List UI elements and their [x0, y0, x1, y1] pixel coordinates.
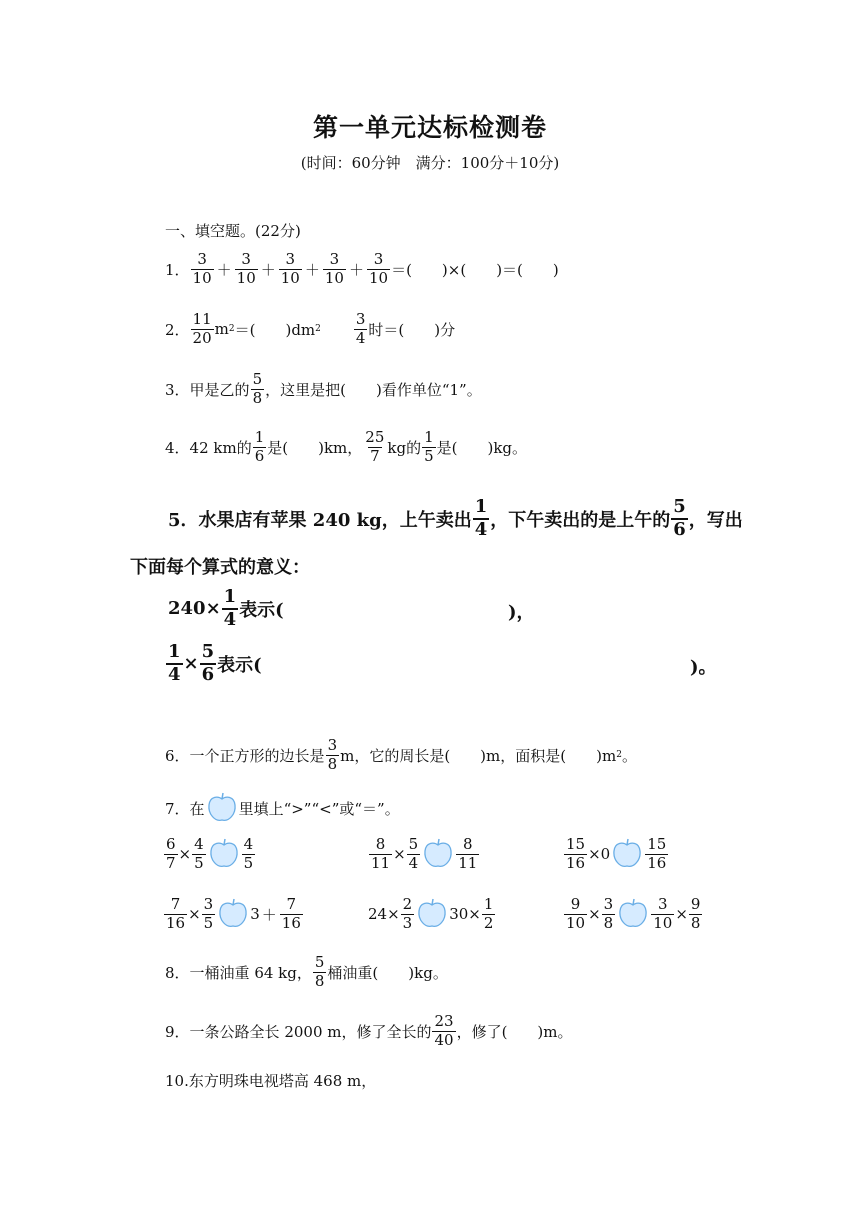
compare-r1c3: $\frac{15}{16}$ ×0 $\frac{15}{16}$ — [566, 835, 667, 872]
compare-r2c2: 24× $\frac{2}{3}$ 30× $\frac{1}{2}$ — [368, 895, 494, 932]
question-5-expr-1-close: )， — [508, 602, 535, 623]
question-5-cont: 下面每个算式的意义： — [130, 557, 310, 578]
question-1: 1． $\frac{3}{10}$ ＋ $\frac{3}{10}$ ＋ $\frac{3}{10}$ ＋ $\frac{3}{10}$ ＋ $\frac{3}{10}$ ＝( )×( )＝( ) — [165, 250, 559, 287]
compare-r2c1: $\frac{7}{16}$ × $\frac{3}{5}$ 3 ＋ $\frac{7}{16}$ — [166, 895, 301, 932]
apple-icon[interactable] — [618, 898, 648, 930]
page-title: 第一单元达标检测卷 — [312, 113, 547, 142]
apple-icon[interactable] — [417, 898, 447, 930]
compare-r1c1: $\frac{6}{7}$ × $\frac{4}{5}$ $\frac{4}{5}$ — [166, 835, 254, 872]
question-7: 7． 在 里填上“>”“<”或“＝”。 — [165, 792, 400, 824]
question-5-expr-2: $\frac{1}{4}$ × $\frac{5}{6}$ 表示( — [168, 641, 262, 685]
page-subtitle: (时间：60分钟 满分：100分＋10分) — [300, 154, 560, 172]
apple-icon — [207, 792, 237, 824]
apple-icon[interactable] — [218, 898, 248, 930]
question-5-expr-1: 240× $\frac{1}{4}$ 表示( — [168, 586, 284, 630]
compare-r2c3: $\frac{9}{10}$ × $\frac{3}{8}$ $\frac{3}{10}$ × $\frac{9}{8}$ — [566, 895, 701, 932]
question-3: 3． 甲是乙的 $\frac{5}{8}$ ，这里是把( )看作单位“1”。 — [165, 370, 482, 407]
question-5-expr-2-close: )。 — [690, 657, 717, 678]
apple-icon[interactable] — [423, 838, 453, 870]
question-2: 2． $\frac{11}{20}$ m 2 ＝( )dm 2 $\frac{3}{4}$ 时＝( )分 — [165, 310, 456, 347]
question-5: 5． 水果店有苹果 240 kg，上午卖出 $\frac{1}{4}$ ，下午卖出的是上午的 $\frac{5}{6}$ ，写出 — [168, 496, 743, 540]
question-6: 6． 一个正方形的边长是 $\frac{3}{8}$ m，它的周长是( )m，面积是( )m 2 。 — [165, 736, 637, 773]
section-heading: 一、填空题。(22分) — [165, 222, 301, 240]
apple-icon[interactable] — [209, 838, 239, 870]
apple-icon[interactable] — [612, 838, 642, 870]
question-4: 4． 42 km的 $\frac{1}{6}$ 是( )km， $\frac{25}{7}$ kg的 $\frac{1}{5}$ 是( )kg。 — [165, 428, 528, 465]
question-8: 8． 一桶油重 64 kg， $\frac{5}{8}$ 桶油重( )kg。 — [165, 953, 448, 990]
question-10: 10. 东方明珠电视塔高 468 m， — [165, 1071, 377, 1090]
compare-r1c2: $\frac{8}{11}$ × $\frac{5}{4}$ $\frac{8}{11}$ — [371, 835, 478, 872]
question-9: 9． 一条公路全长 2000 m，修了全长的 $\frac{23}{40}$ ，修了( )m。 — [165, 1012, 573, 1049]
